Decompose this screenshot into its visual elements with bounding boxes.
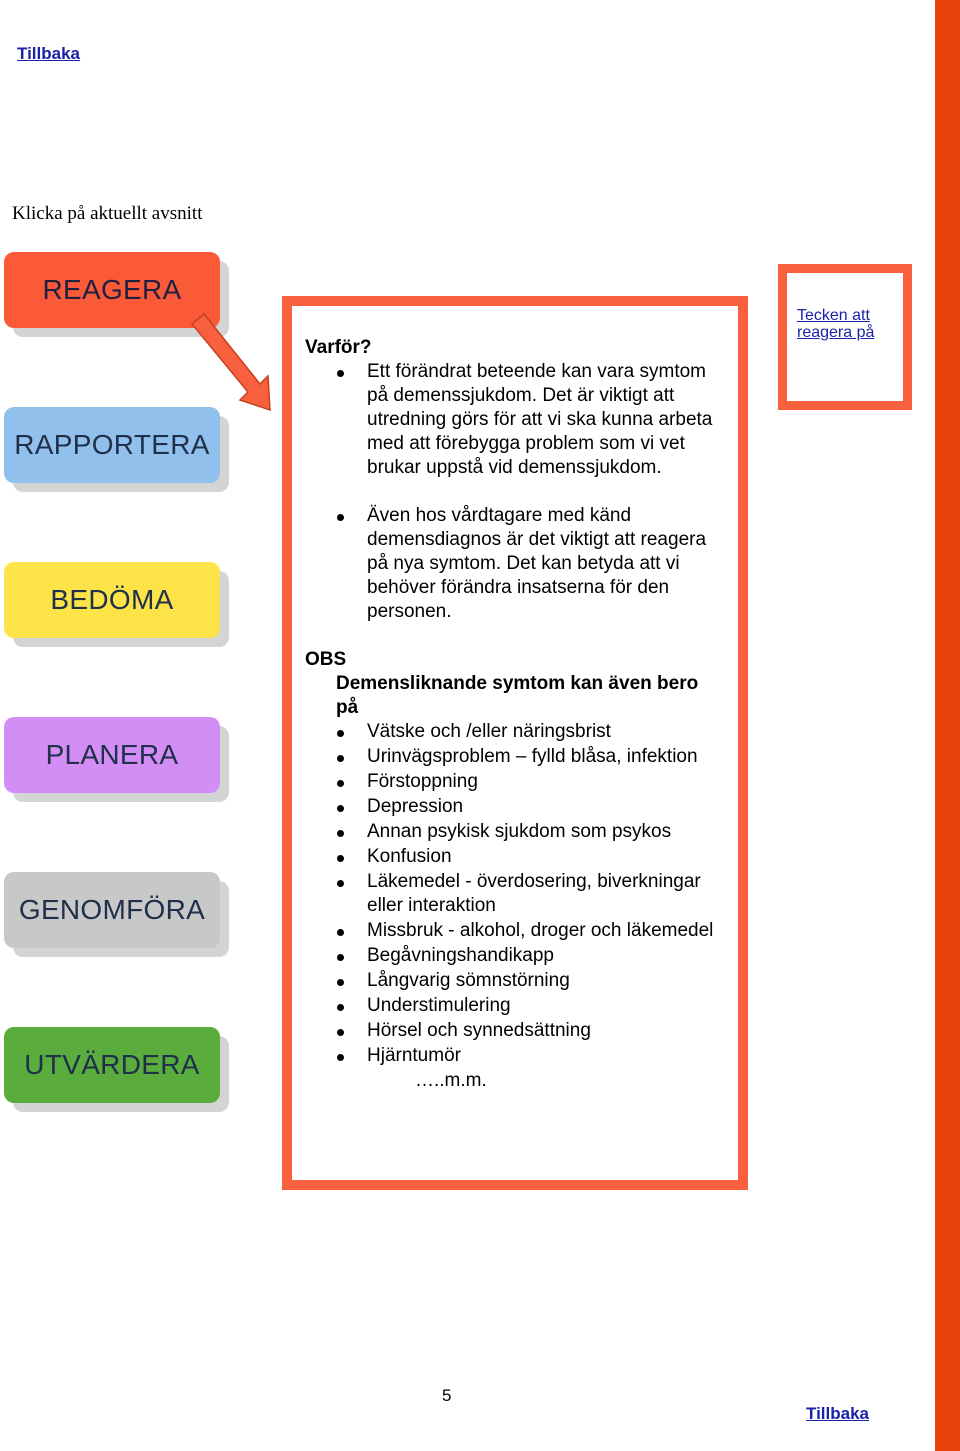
list-item: Även hos vårdtagare med känd demensdiagnos är det viktigt att reagera på nya symtom. Det kan betyda att vi behöver förändra insatserna för den personen. <box>305 504 725 624</box>
list-item: Konfusion <box>305 845 725 869</box>
list-item: Förstoppning <box>305 770 725 794</box>
nav-button-bedoma[interactable]: BEDÖMA <box>4 562 220 638</box>
obs-heading: OBS <box>305 649 347 670</box>
list-item: Urinvägsproblem – fylld blåsa, infektion <box>305 745 725 769</box>
obs-list <box>305 720 725 1068</box>
back-link-bottom[interactable]: Tillbaka <box>806 1404 869 1423</box>
nav-button-rapportera[interactable]: RAPPORTERA <box>4 407 220 483</box>
nav-button-reagera[interactable]: REAGERA <box>4 252 220 328</box>
list-item: Långvarig sömnstörning <box>305 969 725 993</box>
list-item: Annan psykisk sjukdom som psykos <box>305 820 725 844</box>
obs-subheading: Demensliknande symtom kan även bero på <box>336 673 699 718</box>
nav-button-planera[interactable]: PLANERA <box>4 717 220 793</box>
list-item: Läkemedel - överdosering, biverkningar eller interaktion <box>305 870 725 918</box>
content-text <box>305 336 725 1093</box>
list-item: Hörsel och synnedsättning <box>305 1019 725 1043</box>
why-list <box>305 360 725 624</box>
list-item: Missbruk - alkohol, droger och läkemedel <box>305 919 725 943</box>
list-item: Ett förändrat beteende kan vara symtom på demenssjukdom. Det är viktigt att utredning görs för att vi ska kunna arbeta med att förebygga problem som vi vet brukar uppstå vid demenssjukdom. <box>305 360 725 480</box>
right-edge-stripe <box>935 0 960 1451</box>
etc-text: …..m.m. <box>415 1070 487 1091</box>
why-heading: Varför? <box>305 337 372 358</box>
list-item: Depression <box>305 795 725 819</box>
back-link-top[interactable]: Tillbaka <box>17 44 80 63</box>
list-item: Hjärntumör <box>305 1044 725 1068</box>
page-number: 5 <box>442 1386 452 1405</box>
nav-button-utvardera[interactable]: UTVÄRDERA <box>4 1027 220 1103</box>
nav-button-genomfora[interactable]: GENOMFÖRA <box>4 872 220 948</box>
list-item: Vätske och /eller näringsbrist <box>305 720 725 744</box>
signs-link[interactable]: Tecken att reagera på <box>797 307 875 341</box>
list-item: Begåvningshandikapp <box>305 944 725 968</box>
instruction-text: Klicka på aktuellt avsnitt <box>12 203 203 224</box>
list-item: Understimulering <box>305 994 725 1018</box>
pointer-arrow-icon <box>180 310 280 420</box>
